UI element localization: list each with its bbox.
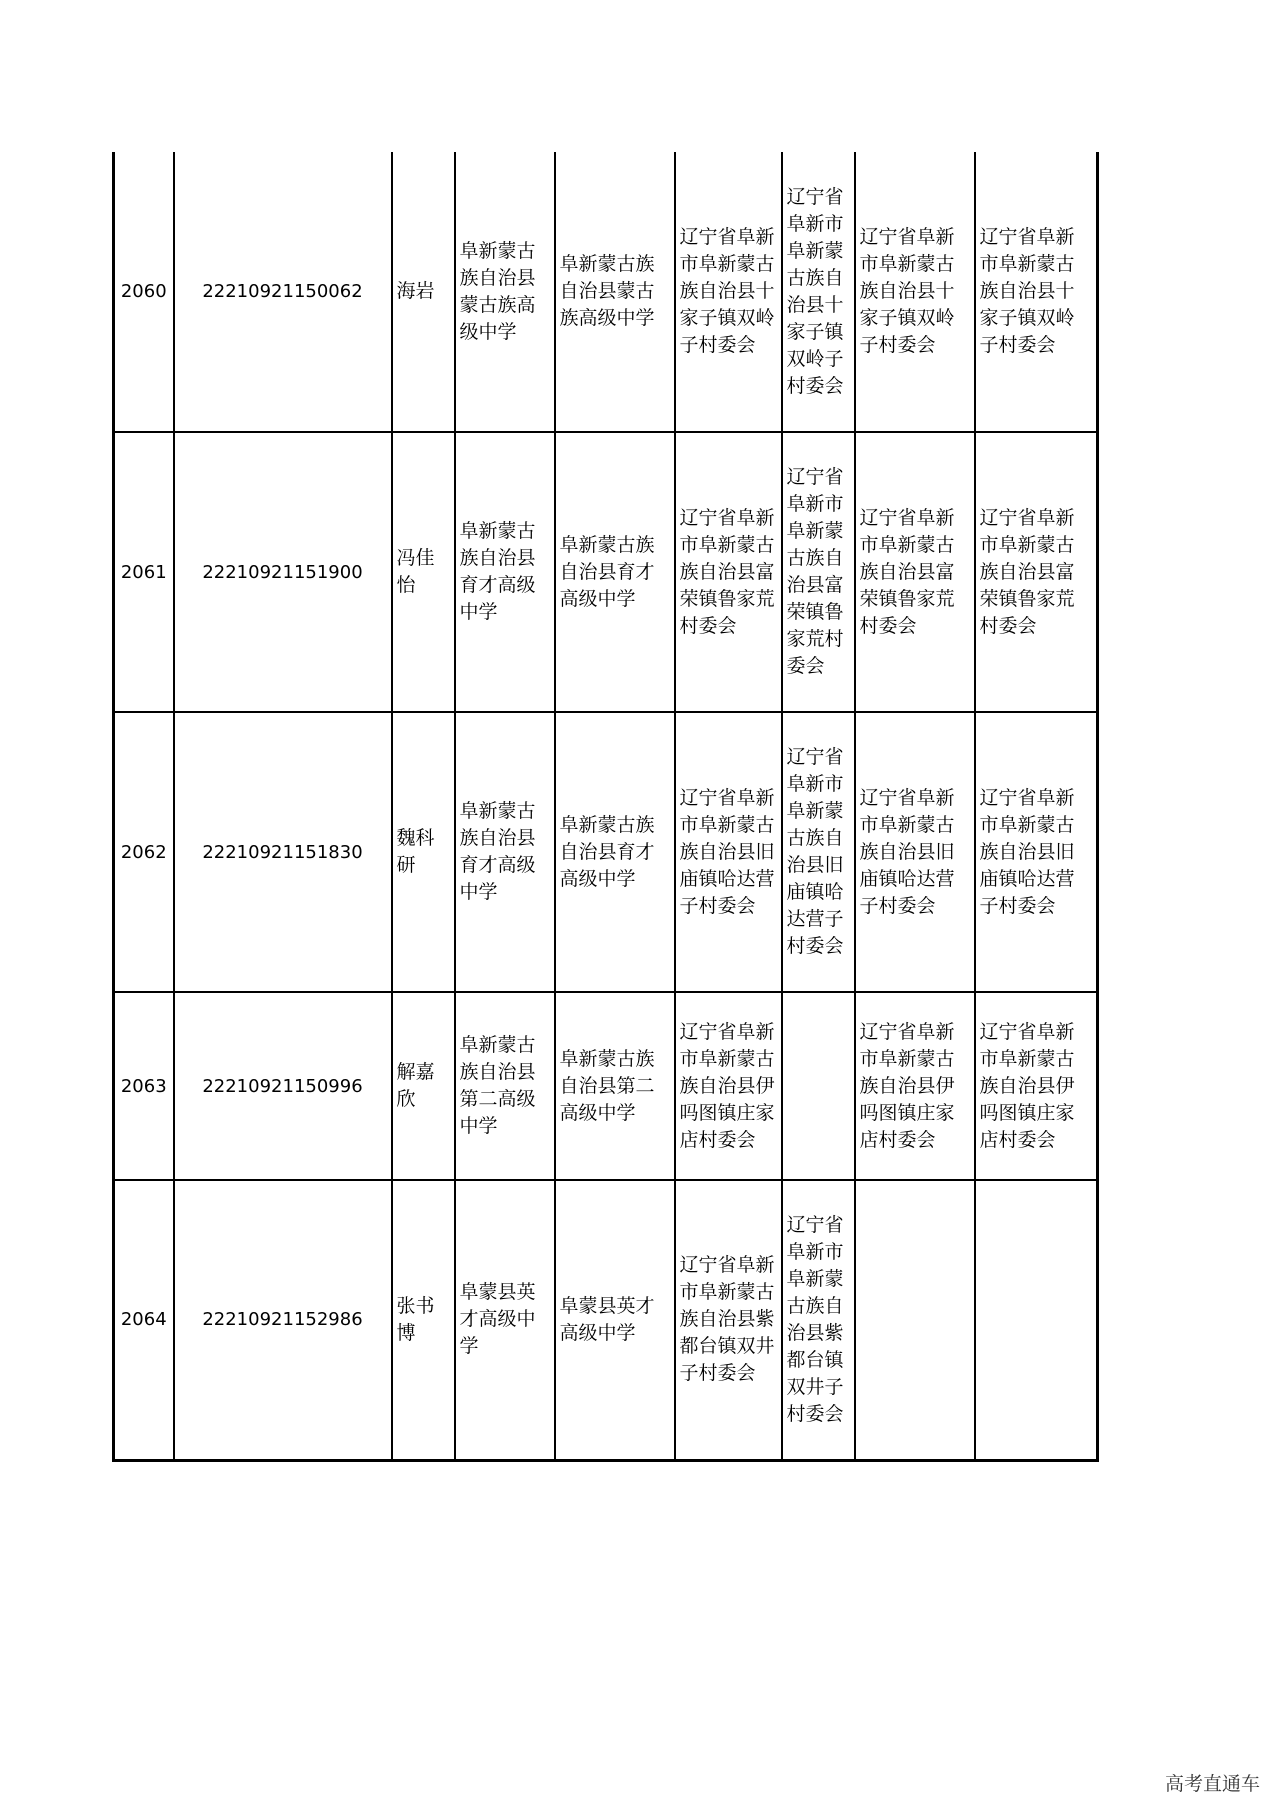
address-cell: 辽宁省阜新市阜新蒙古族自治县富荣镇鲁家荒村委会 [855, 432, 975, 712]
roster-table [112, 152, 1099, 1462]
address-cell [975, 1180, 1098, 1460]
address-cell: 辽宁省阜新市阜新蒙古族自治县十家子镇双岭子村委会 [782, 152, 855, 432]
address-cell: 辽宁省阜新市阜新蒙古族自治县紫都台镇双井子村委会 [782, 1180, 855, 1460]
school2-cell: 阜新蒙古族自治县育才高级中学 [555, 712, 675, 992]
exam-id-cell: 22210921150996 [174, 992, 392, 1180]
seq-cell: 2062 [114, 712, 174, 992]
table-row [114, 712, 1098, 992]
footer-watermark: 高考直通车 [1164, 1773, 1260, 1795]
school-cell: 阜新蒙古族自治县第二高级中学 [455, 992, 555, 1180]
address-cell: 辽宁省阜新市阜新蒙古族自治县富荣镇鲁家荒村委会 [975, 432, 1098, 712]
school-cell: 阜新蒙古族自治县育才高级中学 [455, 712, 555, 992]
school2-cell: 阜新蒙古族自治县蒙古族高级中学 [555, 152, 675, 432]
exam-id-cell: 22210921150062 [174, 152, 392, 432]
address-cell: 辽宁省阜新市阜新蒙古族自治县富荣镇鲁家荒村委会 [675, 432, 782, 712]
address-cell: 辽宁省阜新市阜新蒙古族自治县紫都台镇双井子村委会 [675, 1180, 782, 1460]
school2-cell: 阜蒙县英才高级中学 [555, 1180, 675, 1460]
school2-cell: 阜新蒙古族自治县第二高级中学 [555, 992, 675, 1180]
address-cell [782, 992, 855, 1180]
address-cell: 辽宁省阜新市阜新蒙古族自治县旧庙镇哈达营子村委会 [855, 712, 975, 992]
name-cell: 魏科研 [392, 712, 455, 992]
seq-cell: 2064 [114, 1180, 174, 1460]
address-cell: 辽宁省阜新市阜新蒙古族自治县十家子镇双岭子村委会 [675, 152, 782, 432]
seq-cell: 2063 [114, 992, 174, 1180]
name-cell: 海岩 [392, 152, 455, 432]
table-row [114, 992, 1098, 1180]
table-wrapper [112, 152, 1099, 1462]
name-cell: 冯佳怡 [392, 432, 455, 712]
address-cell: 辽宁省阜新市阜新蒙古族自治县十家子镇双岭子村委会 [975, 152, 1098, 432]
exam-id-cell: 22210921151830 [174, 712, 392, 992]
school-cell: 阜新蒙古族自治县育才高级中学 [455, 432, 555, 712]
name-cell: 解嘉欣 [392, 992, 455, 1180]
address-cell: 辽宁省阜新市阜新蒙古族自治县十家子镇双岭子村委会 [855, 152, 975, 432]
address-cell [855, 1180, 975, 1460]
school-cell: 阜蒙县英才高级中学 [455, 1180, 555, 1460]
address-cell: 辽宁省阜新市阜新蒙古族自治县旧庙镇哈达营子村委会 [675, 712, 782, 992]
table-row [114, 432, 1098, 712]
school-cell: 阜新蒙古族自治县蒙古族高级中学 [455, 152, 555, 432]
address-cell: 辽宁省阜新市阜新蒙古族自治县旧庙镇哈达营子村委会 [975, 712, 1098, 992]
address-cell: 辽宁省阜新市阜新蒙古族自治县伊吗图镇庄家店村委会 [975, 992, 1098, 1180]
exam-id-cell: 22210921152986 [174, 1180, 392, 1460]
address-cell: 辽宁省阜新市阜新蒙古族自治县伊吗图镇庄家店村委会 [855, 992, 975, 1180]
table-row [114, 1180, 1098, 1460]
school2-cell: 阜新蒙古族自治县育才高级中学 [555, 432, 675, 712]
seq-cell: 2061 [114, 432, 174, 712]
table-row [114, 152, 1098, 432]
seq-cell: 2060 [114, 152, 174, 432]
exam-id-cell: 22210921151900 [174, 432, 392, 712]
address-cell: 辽宁省阜新市阜新蒙古族自治县富荣镇鲁家荒村委会 [782, 432, 855, 712]
address-cell: 辽宁省阜新市阜新蒙古族自治县旧庙镇哈达营子村委会 [782, 712, 855, 992]
address-cell: 辽宁省阜新市阜新蒙古族自治县伊吗图镇庄家店村委会 [675, 992, 782, 1180]
name-cell: 张书博 [392, 1180, 455, 1460]
